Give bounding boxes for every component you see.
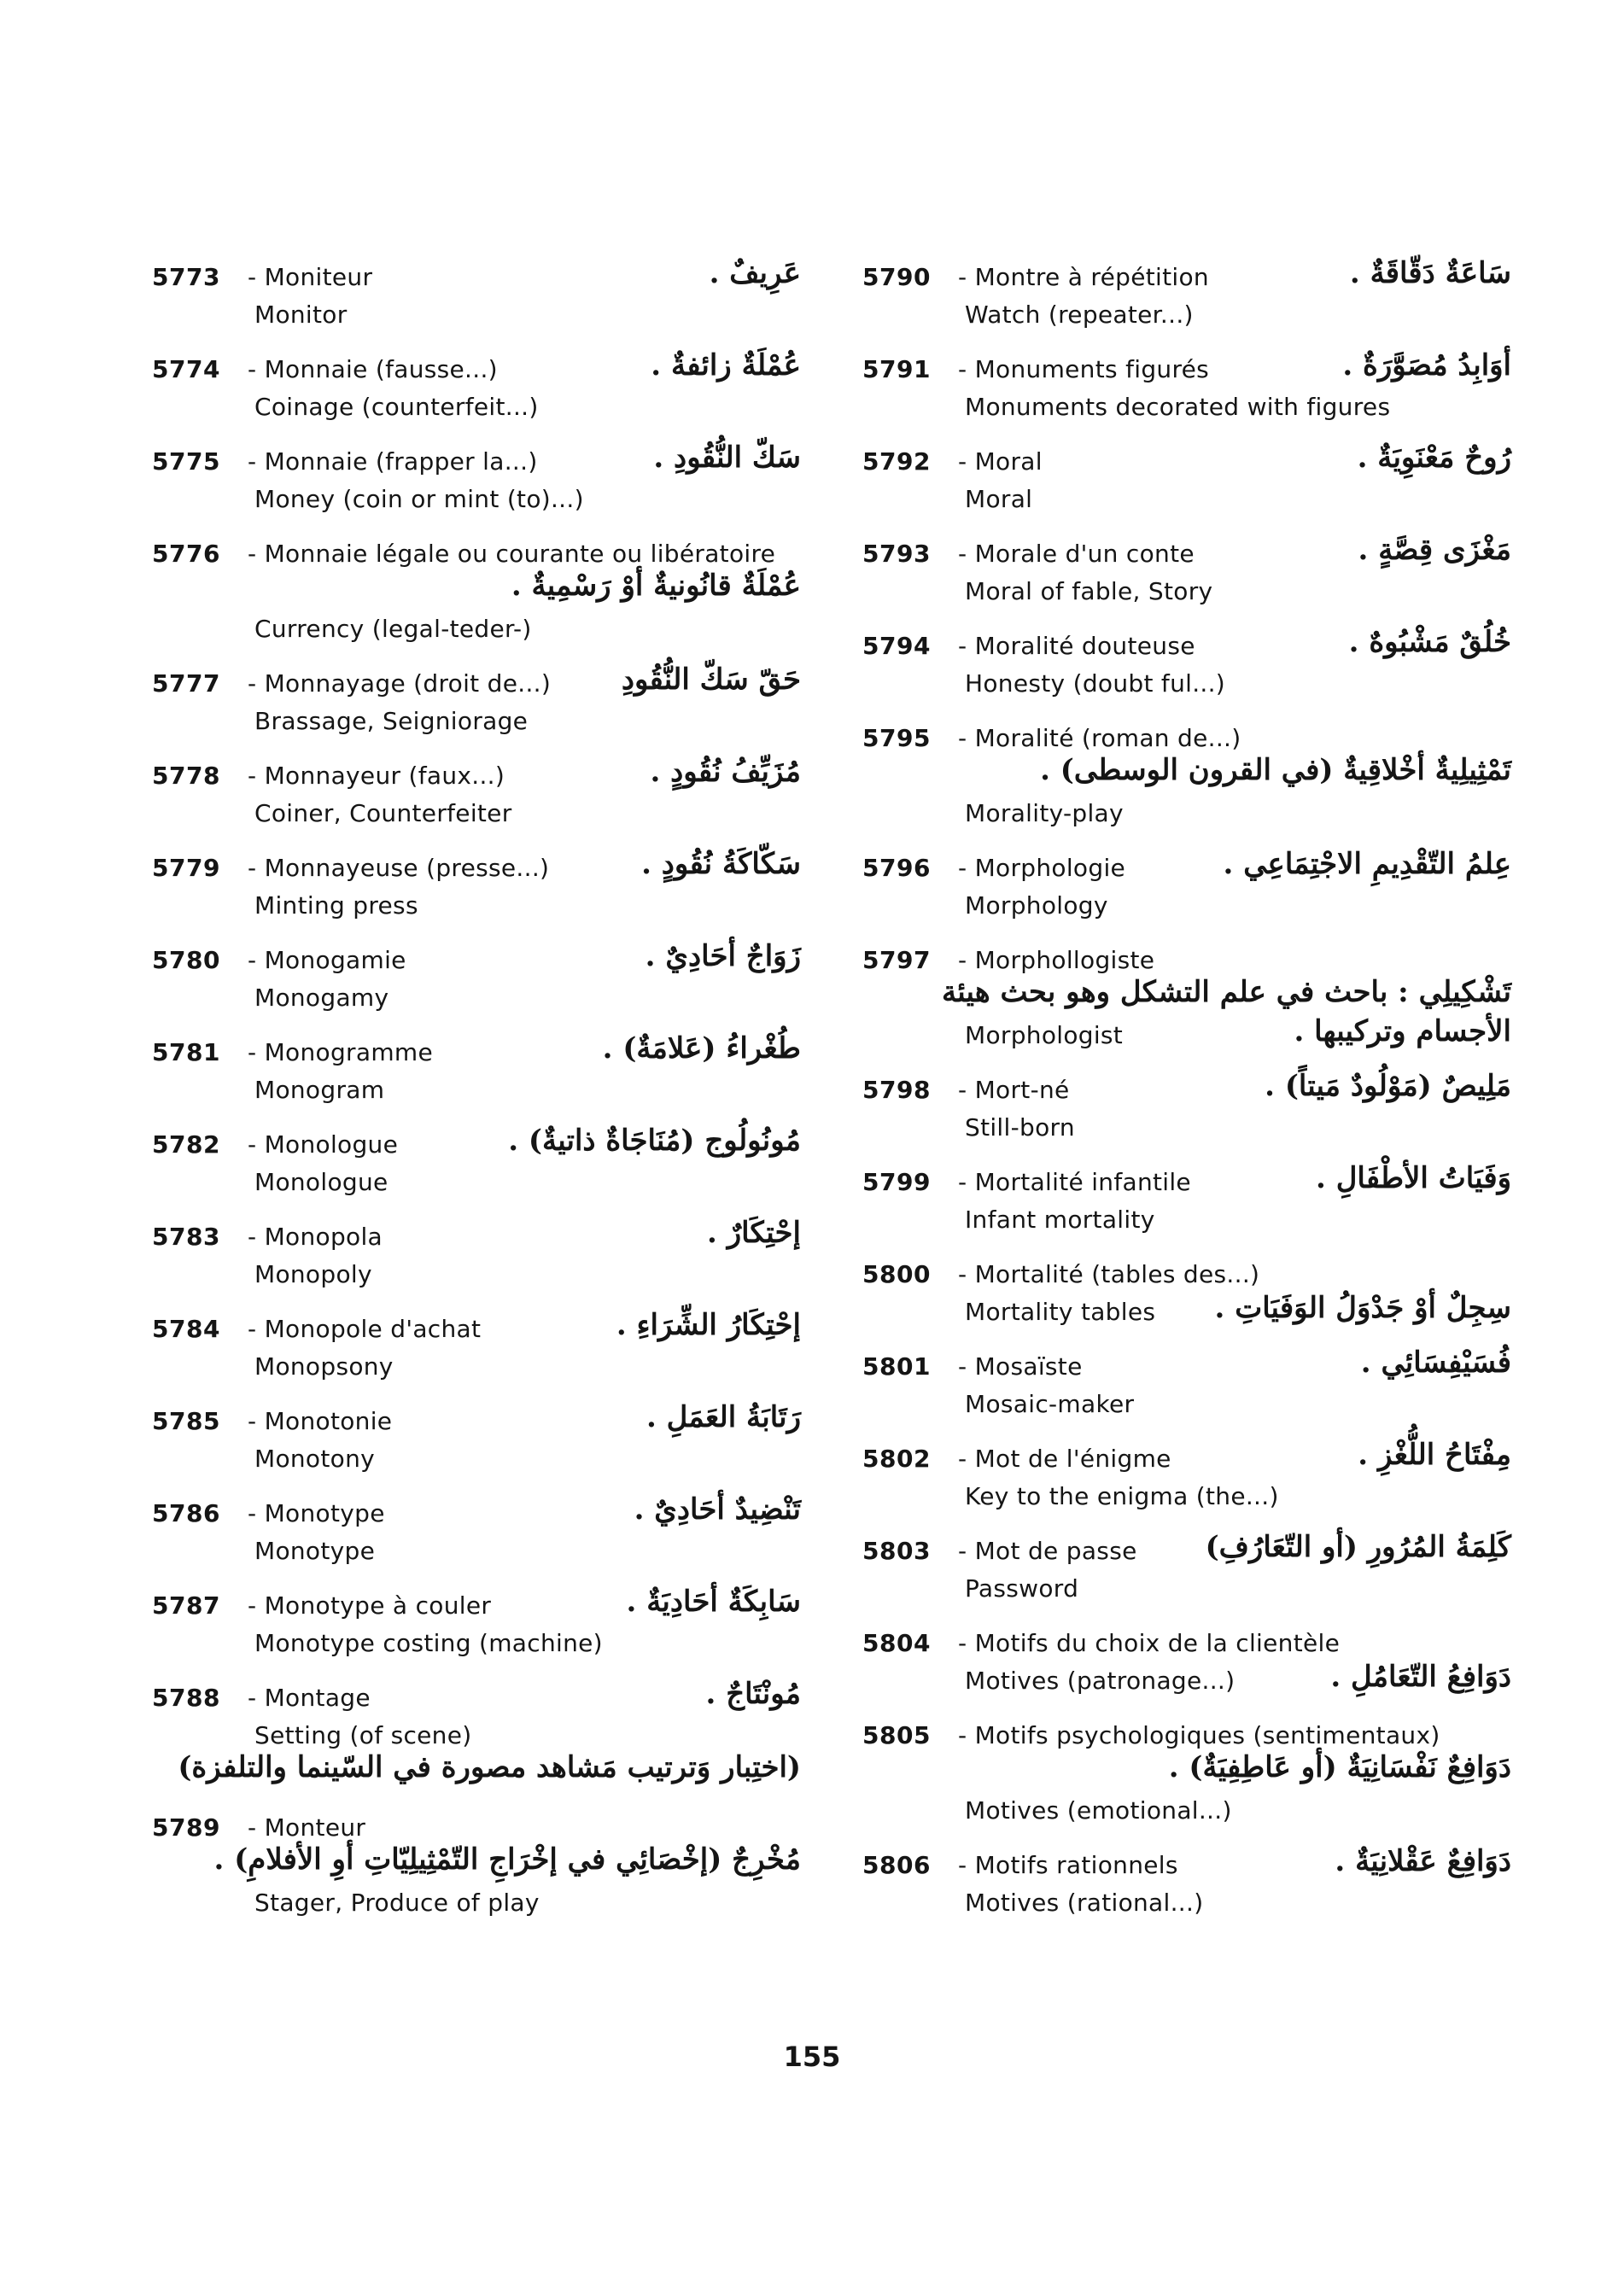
- dictionary-entry: [152, 348, 801, 427]
- entry-line: [152, 1031, 801, 1072]
- english-term: Monologue: [254, 1168, 388, 1196]
- dictionary-entry: [862, 943, 1511, 1055]
- french-term: - Monotype à couler: [248, 1591, 492, 1620]
- french-term: - Mortalité (tables des...): [958, 1260, 1260, 1288]
- english-term: Infant mortality: [965, 1206, 1155, 1234]
- entry-number: 5775: [152, 447, 220, 476]
- dictionary-entry: [862, 533, 1511, 611]
- arabic-term: ‏مَلِيصٌ (مَوْلُودٌ مَيتاً) .: [1265, 1069, 1511, 1103]
- english-term: Monopsony: [254, 1352, 394, 1381]
- entry-line: [152, 1165, 801, 1202]
- entry-number: 5782: [152, 1130, 220, 1159]
- dictionary-entry: [152, 1308, 801, 1387]
- entry-line: [152, 256, 801, 297]
- french-term: - Montage: [248, 1684, 371, 1712]
- english-term: Currency (legal-teder-): [254, 615, 532, 643]
- dictionary-entry: [152, 536, 801, 649]
- french-term: - Monotonie: [248, 1407, 393, 1435]
- french-term: - Monuments figurés: [958, 355, 1210, 383]
- dictionary-entry: [862, 1069, 1511, 1147]
- dictionary-entry: [152, 1216, 801, 1294]
- entry-line: [152, 441, 801, 482]
- dictionary-entry: [862, 1161, 1511, 1240]
- dictionary-entry: [152, 663, 801, 741]
- english-term: Moral of fable, Story: [965, 577, 1213, 605]
- entry-line: [862, 1161, 1511, 1202]
- entry-number: 5793: [862, 540, 931, 568]
- french-term: - Motifs du choix de la clientèle: [958, 1629, 1341, 1657]
- entry-number: 5795: [862, 724, 931, 752]
- french-term: - Monopole d'achat: [248, 1315, 482, 1343]
- arabic-term: ‏عِلمُ التّقْدِيمِ الاجْتِمَاعِي .: [1223, 847, 1511, 881]
- dictionary-entry: [152, 1492, 801, 1571]
- arabic-term: ‏تَنْضِيدٌ أحَادِيٌ .: [634, 1492, 801, 1527]
- entry-line: [862, 441, 1511, 482]
- entry-line: [862, 1346, 1511, 1387]
- entry-line: [152, 1492, 801, 1533]
- entry-line: [152, 611, 801, 649]
- french-term: - Moniteur: [248, 263, 373, 291]
- entry-line: [862, 1885, 1511, 1923]
- entry-number: 5791: [862, 355, 931, 383]
- english-term: Money (coin or mint (to)...): [254, 485, 584, 513]
- english-term: Motives (emotional...): [965, 1796, 1232, 1825]
- entry-number: 5797: [862, 946, 931, 974]
- entry-line: [152, 1216, 801, 1257]
- entry-number: 5783: [152, 1223, 220, 1251]
- entry-line: [152, 755, 801, 796]
- french-term: - Monnaie (frapper la...): [248, 447, 538, 476]
- dictionary-entry: [152, 1810, 801, 1923]
- entry-line: [862, 1660, 1511, 1701]
- french-term: - Moralité douteuse: [958, 632, 1195, 660]
- entry-line: [152, 888, 801, 925]
- english-term: Monogamy: [254, 984, 389, 1012]
- entry-line: [152, 1441, 801, 1479]
- french-term: - Monogamie: [248, 946, 406, 974]
- arabic-term: ‏زَوَاجٌ أحَادِيٌ .: [645, 939, 801, 973]
- english-term: Monuments decorated with figures: [965, 393, 1391, 421]
- english-term: Morality-play: [965, 799, 1124, 827]
- arabic-term: ‏كَلِمَةُ المُرُورِ (أو التّعَارُفِ): [1205, 1530, 1511, 1564]
- arabic-term: ‏رُوحٌ مَعْنَوِيَةٌ .: [1357, 441, 1511, 475]
- entry-line: [862, 1844, 1511, 1885]
- french-term: - Monnayage (droit de...): [248, 669, 552, 698]
- english-term: Monitor: [254, 301, 348, 329]
- french-term: - Monnayeuse (presse...): [248, 854, 550, 882]
- entry-line: [862, 888, 1511, 925]
- arabic-term: ‏سَابِكَةٌ أحَادِيَةٌ .: [626, 1585, 801, 1619]
- dictionary-entry: [152, 1400, 801, 1479]
- arabic-term: ‏سَكّ النُّقُودِ .: [653, 441, 801, 475]
- entry-number: 5801: [862, 1352, 931, 1381]
- english-term: Watch (repeater...): [965, 301, 1194, 329]
- dictionary-entry: [862, 348, 1511, 427]
- entry-line: [862, 975, 1511, 1018]
- english-term: Motives (rational...): [965, 1889, 1204, 1917]
- entry-line: [862, 847, 1511, 888]
- dictionary-entry: [862, 1438, 1511, 1516]
- arabic-term: ‏حَقّ سَكّ النُّقُودِ: [621, 663, 801, 697]
- french-term: - Motifs rationnels: [958, 1851, 1178, 1879]
- english-term: Minting press: [254, 891, 418, 920]
- left-column: [152, 256, 801, 1940]
- dictionary-entry: [862, 721, 1511, 833]
- entry-line: [862, 482, 1511, 519]
- arabic-term: ‏إحْتِكَارُ الشِّرَاءِ .: [616, 1308, 801, 1342]
- entry-line: [862, 796, 1511, 833]
- french-term: - Monnaie légale ou courante ou libératoire: [248, 540, 776, 568]
- dictionary-entry: [862, 847, 1511, 925]
- entry-line: [862, 389, 1511, 427]
- entry-number: 5800: [862, 1260, 931, 1288]
- entry-number: 5788: [152, 1684, 220, 1712]
- french-term: - Moral: [958, 447, 1043, 476]
- english-term: Brassage, Seigniorage: [254, 707, 529, 735]
- entry-number: 5799: [862, 1168, 931, 1196]
- arabic-term: ‏دَوَافِعُ التّعَامُلِ .: [1330, 1660, 1511, 1694]
- right-column: [862, 256, 1511, 1940]
- arabic-term: ‏مُخْرِجٌ (إخْصَائِي في إخْرَاجِ التّمْثِيلِيّاتِ أوِ الأفلامِ) .: [213, 1842, 801, 1877]
- entry-number: 5802: [862, 1445, 931, 1473]
- entry-line: [862, 1479, 1511, 1516]
- entry-line: [862, 1069, 1511, 1110]
- entry-line: [152, 1533, 801, 1571]
- french-term: - Monnayeur (faux...): [248, 762, 505, 790]
- entry-line: [862, 297, 1511, 335]
- entry-number: 5798: [862, 1076, 931, 1104]
- arabic-term: ‏عَرِيفٌ .: [709, 256, 801, 290]
- dictionary-entry: [152, 1585, 801, 1663]
- dictionary-entry: [152, 1031, 801, 1110]
- entry-line: [862, 1438, 1511, 1479]
- english-term: Moral: [965, 485, 1033, 513]
- dictionary-entry: [152, 1677, 801, 1793]
- entry-line: [862, 1530, 1511, 1571]
- entry-line: [862, 1750, 1511, 1793]
- entry-line: [152, 389, 801, 427]
- french-term: - Monopola: [248, 1223, 383, 1251]
- entry-line: [152, 663, 801, 704]
- french-term: - Mot de l'énigme: [958, 1445, 1171, 1473]
- entry-line: [862, 666, 1511, 704]
- dictionary-entry: [862, 1844, 1511, 1923]
- arabic-term: ‏تَشْكِيلِي : باحث في علم التشكل وهو بحث هيئة: [942, 975, 1511, 1009]
- entry-number: 5774: [152, 355, 220, 383]
- entry-line: [862, 1257, 1511, 1294]
- english-term: Coinage (counterfeit...): [254, 393, 539, 421]
- english-term: Setting (of scene): [254, 1721, 472, 1749]
- entry-line: [152, 1124, 801, 1165]
- french-term: - Monogramme: [248, 1038, 433, 1066]
- french-term: - Mosaïste: [958, 1352, 1083, 1381]
- entry-line: [152, 980, 801, 1018]
- arabic-term: ‏أوَابِدُ مُصَوَّرَةٌ .: [1342, 348, 1511, 382]
- arabic-term: ‏مُونُولُوج (مُنَاجَاةٌ ذاتيةٌ) .: [508, 1124, 801, 1158]
- english-term: Monopoly: [254, 1260, 372, 1288]
- dictionary-entry: [862, 1346, 1511, 1424]
- arabic-term: ‏مَغْزَى قِصَّةٍ .: [1358, 533, 1511, 567]
- french-term: - Motifs psychologiques (sentimentaux): [958, 1721, 1440, 1749]
- entry-line: [862, 1571, 1511, 1609]
- entry-line: [152, 1400, 801, 1441]
- entry-line: [862, 1202, 1511, 1240]
- entry-line: [152, 348, 801, 389]
- entry-line: [862, 1793, 1511, 1830]
- entry-number: 5805: [862, 1721, 931, 1749]
- entry-number: 5786: [152, 1499, 220, 1527]
- dictionary-entry: [152, 847, 801, 925]
- french-term: - Morphologie: [958, 854, 1126, 882]
- entry-line: [862, 533, 1511, 574]
- entry-line: [152, 1349, 801, 1387]
- english-term: Monogram: [254, 1076, 385, 1104]
- french-term: - Mort-né: [958, 1076, 1070, 1104]
- french-term: - Moralité (roman de...): [958, 724, 1241, 752]
- english-term: Coiner, Counterfeiter: [254, 799, 512, 827]
- french-term: - Monteur: [248, 1813, 366, 1842]
- english-term: Monotype costing (machine): [254, 1629, 603, 1657]
- page-number: 155: [783, 2041, 841, 2073]
- dictionary-entry: [862, 1626, 1511, 1701]
- entry-number: 5784: [152, 1315, 220, 1343]
- arabic-term: ‏سِجِلٌ أوْ جَدْوَلُ الوَفَيَاتِ .: [1214, 1291, 1511, 1325]
- entry-number: 5781: [152, 1038, 220, 1066]
- entry-number: 5792: [862, 447, 931, 476]
- entry-line: [152, 1585, 801, 1626]
- dictionary-entry: [862, 256, 1511, 335]
- french-term: - Morphollogiste: [958, 946, 1155, 974]
- arabic-term: ‏رَتَابَةُ العَمَلِ .: [646, 1400, 801, 1434]
- english-term: Morphologist: [965, 1021, 1124, 1049]
- entry-line: [152, 1257, 801, 1294]
- english-term: Motives (patronage...): [965, 1667, 1236, 1695]
- entry-number: 5794: [862, 632, 931, 660]
- dictionary-entry: [152, 441, 801, 519]
- dictionary-entry: [862, 1257, 1511, 1332]
- arabic-term: ‏تَمْثِيلِيةٌ أخْلاقِيةٌ (في القرون الوسطى) .: [1040, 753, 1511, 787]
- english-term: Honesty (doubt ful...): [965, 669, 1226, 698]
- english-term: Password: [965, 1574, 1079, 1603]
- arabic-term: ‏(اختِبار وَترتيب مَشاهد مصورة في السّينما والتلفزة): [178, 1750, 801, 1784]
- entry-number: 5780: [152, 946, 220, 974]
- french-term: - Morale d'un conte: [958, 540, 1195, 568]
- english-term: Mosaic-maker: [965, 1390, 1135, 1418]
- entry-line: [152, 1885, 801, 1923]
- entry-line: [862, 574, 1511, 611]
- english-term: Monotype: [254, 1537, 376, 1565]
- entry-line: [152, 482, 801, 519]
- entry-line: [152, 569, 801, 611]
- arabic-term: ‏وَفَيَاتُ الأطْفَالِ .: [1316, 1161, 1511, 1195]
- entry-line: [862, 625, 1511, 666]
- entry-number: 5789: [152, 1813, 220, 1842]
- arabic-term: ‏سَاعَةٌ دَقّاقَةٌ .: [1349, 256, 1511, 290]
- entry-line: [862, 348, 1511, 389]
- entry-number: 5779: [152, 854, 220, 882]
- entry-line: [152, 1072, 801, 1110]
- arabic-term: ‏مِفْتَاحُ اللُّغْزِ .: [1358, 1438, 1511, 1472]
- entry-line: [152, 796, 801, 833]
- entry-line: [862, 1626, 1511, 1663]
- arabic-term: ‏دَوَافِعٌ عَقْلانِيَةٌ .: [1335, 1844, 1511, 1878]
- entry-number: 5790: [862, 263, 931, 291]
- arabic-term: ‏مُزَيِّفُ نُقُودٍ .: [650, 755, 801, 789]
- arabic-term: ‏إحْتِكَارٌ .: [707, 1216, 801, 1250]
- entry-number: 5787: [152, 1591, 220, 1620]
- entry-line: [152, 1750, 801, 1793]
- entry-number: 5796: [862, 854, 931, 882]
- entry-number: 5776: [152, 540, 220, 568]
- english-term: Morphology: [965, 891, 1108, 920]
- arabic-term: ‏مُونْتَاجٌ .: [705, 1677, 801, 1711]
- dictionary-entry: [862, 1718, 1511, 1830]
- entry-line: [152, 704, 801, 741]
- french-term: - Mortalité infantile: [958, 1168, 1191, 1196]
- french-term: - Monotype: [248, 1499, 385, 1527]
- entry-line: [862, 1291, 1511, 1332]
- dictionary-entry: [152, 755, 801, 833]
- entry-line: [152, 1308, 801, 1349]
- french-term: - Mot de passe: [958, 1537, 1137, 1565]
- entry-number: 5773: [152, 263, 220, 291]
- entry-line: [152, 847, 801, 888]
- arabic-term: ‏خُلُقٌ مَشْبُوهٌ .: [1348, 625, 1511, 659]
- english-term: Stager, Produce of play: [254, 1889, 540, 1917]
- entry-line: [152, 1842, 801, 1885]
- dictionary-entry: [862, 441, 1511, 519]
- french-term: - Monnaie (fausse...): [248, 355, 498, 383]
- entry-number: 5806: [862, 1851, 931, 1879]
- entry-line: [152, 939, 801, 980]
- entry-line: [152, 1677, 801, 1718]
- entry-line: [862, 753, 1511, 796]
- dictionary-entry: [152, 1124, 801, 1202]
- english-term: Still-born: [965, 1113, 1075, 1142]
- arabic-term: ‏عُمْلَةٌ زائفةٌ .: [651, 348, 801, 382]
- english-term: Mortality tables: [965, 1298, 1156, 1326]
- arabic-term: ‏فُسَيْفِسَائِي .: [1360, 1346, 1511, 1380]
- entry-line: [862, 1014, 1511, 1055]
- entry-number: 5777: [152, 669, 220, 698]
- entry-number: 5778: [152, 762, 220, 790]
- arabic-term: ‏طُغْراءُ (عَلامَةٌ) .: [602, 1031, 801, 1066]
- dictionary-entry: [152, 939, 801, 1018]
- arabic-term: ‏دَوَافِعٌ نَفْسَانِيَةٌ (أو عَاطِفِيَةٌ) .: [1168, 1750, 1511, 1784]
- arabic-term: ‏الأجسام وتركيبها .: [1294, 1014, 1511, 1048]
- arabic-term: ‏عُمْلَةٌ قانُونيةٌ أوْ رَسْمِيةٌ .: [511, 569, 801, 603]
- dictionary-entry: [152, 256, 801, 335]
- entry-line: [152, 297, 801, 335]
- english-term: Monotony: [254, 1445, 375, 1473]
- entry-number: 5803: [862, 1537, 931, 1565]
- arabic-term: ‏سَكّاكَةُ نُقُودٍ .: [641, 847, 801, 881]
- dictionary-entry: [862, 625, 1511, 704]
- entry-line: [862, 1387, 1511, 1424]
- entry-number: 5785: [152, 1407, 220, 1435]
- french-term: - Montre à répétition: [958, 263, 1209, 291]
- entry-line: [862, 1110, 1511, 1147]
- english-term: Key to the enigma (the...): [965, 1482, 1279, 1510]
- dictionary-entry: [862, 1530, 1511, 1609]
- french-term: - Monologue: [248, 1130, 399, 1159]
- entry-line: [152, 1626, 801, 1663]
- entry-number: 5804: [862, 1629, 931, 1657]
- entry-line: [862, 256, 1511, 297]
